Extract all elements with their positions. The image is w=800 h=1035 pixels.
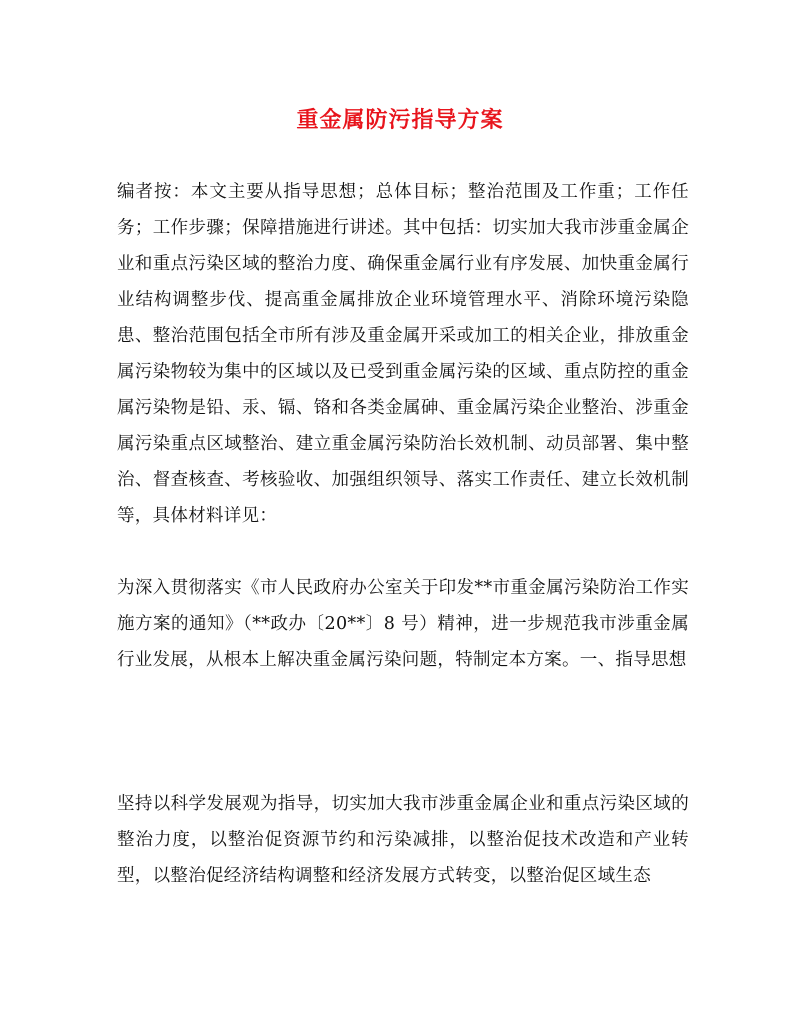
intro-paragraph: 为深入贯彻落实《市人民政府办公室关于印发**市重金属污染防治工作实施方案的通知》（**政办〔20**〕8 号）精神，进一步规范我市涉重金属行业发展，从根本上解决重金属污染问题，特制定本方案。一、指导思想	[117, 578, 689, 670]
guiding-thought-paragraph: 坚持以科学发展观为指导，切实加大我市涉重金属企业和重点污染区域的整治力度，以整治促资源节约和污染减排，以整治促技术改造和产业转型，以整治促经济结构调整和经济发展方式转变，以整治促区域生态	[117, 794, 689, 886]
document-title: 重金属防污指导方案	[296, 107, 504, 133]
editor-note-paragraph: 编者按：本文主要从指导思想；总体目标；整治范围及工作重；工作任务；工作步骤；保障措施进行讲述。其中包括：切实加大我市涉重金属企业和重点污染区域的整治力度、确保重金属行业有序发展、加快重金属行业结构调整步伐、提高重金属排放企业环境管理水平、消除环境污染隐患、整治范围包括全市所有涉及重金属开采或加工的相关企业，排放重金属污染物较为集中的区域以及已受到重金属污染的区域、重点防控的重金属污染物是铅、汞、镉、铬和各类金属砷、重金属污染企业整治、涉重金属污染重点区域整治、建立重金属污染防治长效机制、动员部署、集中整治、督查核查、考核验收、加强组织领导、落实工作责任、建立长效机制等，具体材料详见：	[117, 182, 689, 526]
